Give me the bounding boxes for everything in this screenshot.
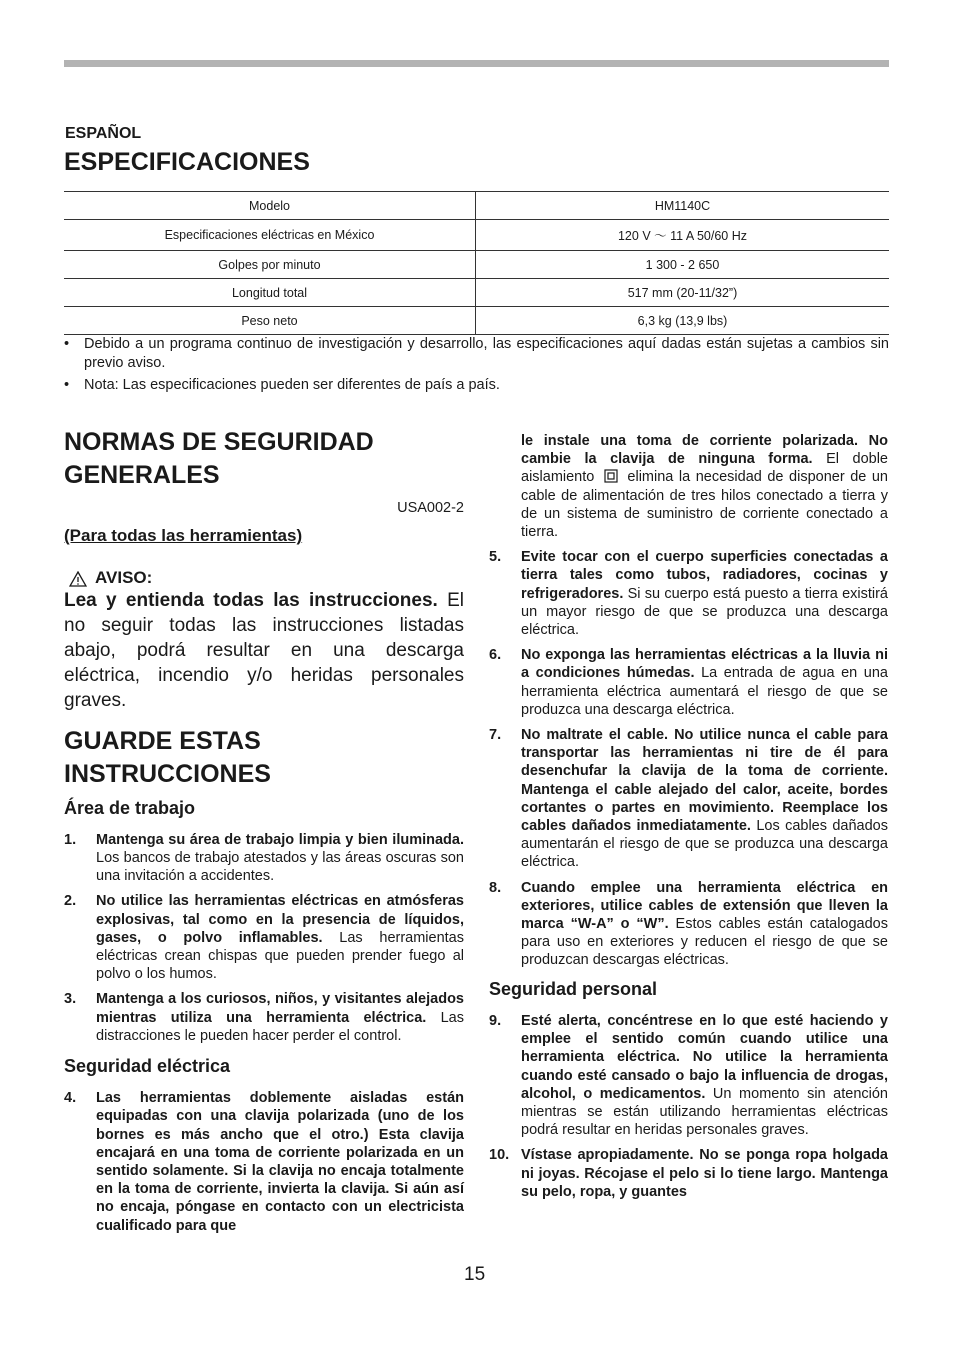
item-text: Estos cables están catalogados para uso en exteriores y reducen el riesgo de que se produzcan descargas eléctricas. xyxy=(521,916,888,969)
item-bold: Las herramientas doblemente aisladas están equipadas con una clavija polarizada (uno de los bornes es más ancho que el otro.) Esta clavija encajará en una toma de corriente polarizada en un sentido solamente. Si la clavija no encaja totalmente en la toma de corriente, invierta la clavija. Si aún así no encaja, póngase en contacto con un electricista cualificado para que xyxy=(96,1090,464,1234)
document-code: USA002-2 xyxy=(397,500,464,516)
item-bold: No utilice las herramientas eléctricas en atmósferas explosivas, tal como en la presencia de líquidos, gases, o polvo inflamables. xyxy=(96,893,464,946)
spec-label: Peso neto xyxy=(64,307,476,335)
table-row xyxy=(64,279,889,307)
specifications-table xyxy=(64,191,889,335)
bullet-icon: • xyxy=(64,336,70,352)
spec-value: 517 mm (20-11/32”) xyxy=(476,279,890,307)
item-bold: No exponga las herramientas eléctricas a la lluvia ni a condiciones húmedas. xyxy=(521,647,888,682)
top-rule xyxy=(64,60,889,67)
item-bold: Esté alerta, concéntrese en lo que esté haciendo y emplee el sentido común cuando utilice una herramienta eléctrica. No utilice la herramienta cuando esté cansado o bajo la influencia de drogas, alcohol, o medicamentos. xyxy=(521,1012,888,1102)
item-text: Si su cuerpo está puesto a tierra existirá un mayor riesgo de que se produzca una descarga eléctrica. xyxy=(521,585,888,639)
table-row xyxy=(64,251,889,279)
section-personal: Seguridad personal xyxy=(489,978,658,999)
item-bold: le instale una toma de corriente polarizada. No cambie la clavija de ninguna forma. xyxy=(521,433,888,468)
spec-value: 6,3 kg (13,9 lbs) xyxy=(476,307,890,335)
item-number: 3. xyxy=(64,991,77,1008)
item-number: 1. xyxy=(64,831,77,848)
list-item xyxy=(64,335,889,373)
item-number: 10. xyxy=(489,1147,510,1164)
spec-notes xyxy=(64,335,889,398)
item-bold: Mantenga a los curiosos, niños, y visitantes alejados mientras utiliza una herramienta eléctrica. xyxy=(96,991,464,1026)
item-text: La entrada de agua en una herramienta eléctrica aumentará el riesgo de que se produzca una descarga eléctrica. xyxy=(521,665,888,718)
safety-title: NORMAS DE SEGURIDAD GENERALES xyxy=(64,428,374,489)
item-text: Las distracciones le pueden hacer perder el control. xyxy=(96,1009,464,1044)
item-number: 7. xyxy=(489,727,502,744)
warning-intro xyxy=(64,588,464,713)
spec-value: 120 V ～ 11 A 50/60 Hz xyxy=(476,220,890,251)
list-item xyxy=(489,646,888,719)
warning-heading xyxy=(64,569,464,587)
section-work-area: Área de trabajo xyxy=(64,797,196,818)
list-item xyxy=(64,831,464,886)
list-item xyxy=(64,376,889,395)
page-number: 15 xyxy=(464,1264,486,1285)
item-text: Los cables dañados aumentarán el riesgo de que se produzca una descarga eléctrica. xyxy=(521,818,888,871)
table-row xyxy=(64,192,889,220)
spec-label: Modelo xyxy=(64,192,476,220)
safety-subtitle: (Para todas las herramientas) xyxy=(64,526,303,546)
list-item xyxy=(64,1089,464,1235)
spec-label: Especificaciones eléctricas en México xyxy=(64,220,476,251)
section-electrical: Seguridad eléctrica xyxy=(64,1056,231,1077)
spec-value: 1 300 - 2 650 xyxy=(476,251,890,279)
intro-bold: Lea y entienda todas las instrucciones. xyxy=(64,589,438,611)
spec-label: Longitud total xyxy=(64,279,476,307)
list-item xyxy=(489,726,888,872)
spec-value: HM1140C xyxy=(476,192,890,220)
item-text: Los bancos de trabajo atestados y las áreas oscuras son una invitación a accidentes. xyxy=(96,850,464,885)
item-bold: Mantenga su área de trabajo limpia y bien iluminada. xyxy=(96,831,464,848)
list-item xyxy=(489,1012,888,1139)
item-bold: Vístase apropiadamente. No se ponga ropa holgada ni joyas. Récojase el pelo si lo tiene largo. Mantenga su pelo, ropa, y guantes xyxy=(521,1147,888,1200)
item-number: 8. xyxy=(489,879,502,896)
language-label: ESPAÑOL xyxy=(65,125,142,142)
list-item xyxy=(64,990,464,1045)
item-text: Las herramientas eléctricas crean chispas que pueden prender fuego al polvo o los humos. xyxy=(96,929,465,983)
item-number: 6. xyxy=(489,647,502,664)
left-column xyxy=(64,426,464,1242)
item-bold: No maltrate el cable. No utilice nunca el cable para transportar las herramientas ni tire de él para desenchufar la clavija de la toma de corriente. Mantenga el cable alejado del calor, aceite, bordes cortantes o partes en movimiento. Reemplace los cables dañados inmediatamente. xyxy=(521,727,888,835)
note-text: Nota: Las especificaciones pueden ser diferentes de país a país. xyxy=(84,377,500,393)
item-text: El doble aislamiento xyxy=(521,451,888,486)
item-text: elimina la necesidad de disponer de un cable de alimentación de tres hilos conectado a tierra y de un sistema de suministro de corriente conectado a tierra. xyxy=(521,469,888,541)
item-number: 4. xyxy=(64,1090,77,1107)
warning-label: AVISO: xyxy=(95,568,153,588)
item-number: 2. xyxy=(64,893,77,910)
list-item xyxy=(489,879,888,970)
list-item xyxy=(489,548,888,639)
note-text: Debido a un programa continuo de investigación y desarrollo, las especificaciones aquí dadas están sujetas a cambios sin previo aviso. xyxy=(84,336,889,371)
warning-triangle-icon xyxy=(69,571,87,587)
list-item xyxy=(64,892,464,983)
intro-text: El no seguir todas las instrucciones listadas abajo, podrá resultar en una descarga eléctrica, incendio y/o heridas personales graves. xyxy=(64,589,464,711)
item-number: 5. xyxy=(489,549,502,566)
spec-label: Golpes por minuto xyxy=(64,251,476,279)
double-insulation-icon xyxy=(604,469,618,483)
item-bold: Cuando emplee una herramienta eléctrica en exteriores, utilice cables de extensión que lleven la marca “W-A” o “W”. xyxy=(521,879,888,933)
item-text: Un momento sin atención mientras se están utilizando herramientas eléctricas podrá resultar en heridas personales graves. xyxy=(521,1085,888,1139)
item-bold: Evite tocar con el cuerpo superficies conectadas a tierra tales como tubos, radiadores, cocinas y refrigeradores. xyxy=(521,549,888,602)
right-column xyxy=(489,432,888,1208)
bullet-icon: • xyxy=(64,377,70,393)
list-item xyxy=(489,1146,888,1201)
item-number: 9. xyxy=(489,1012,502,1029)
page-title: ESPECIFICACIONES xyxy=(64,148,310,176)
table-row xyxy=(64,220,889,251)
list-item-continued xyxy=(489,432,888,541)
table-row xyxy=(64,307,889,335)
save-instructions-title: GUARDE ESTAS INSTRUCCIONES xyxy=(64,726,271,788)
